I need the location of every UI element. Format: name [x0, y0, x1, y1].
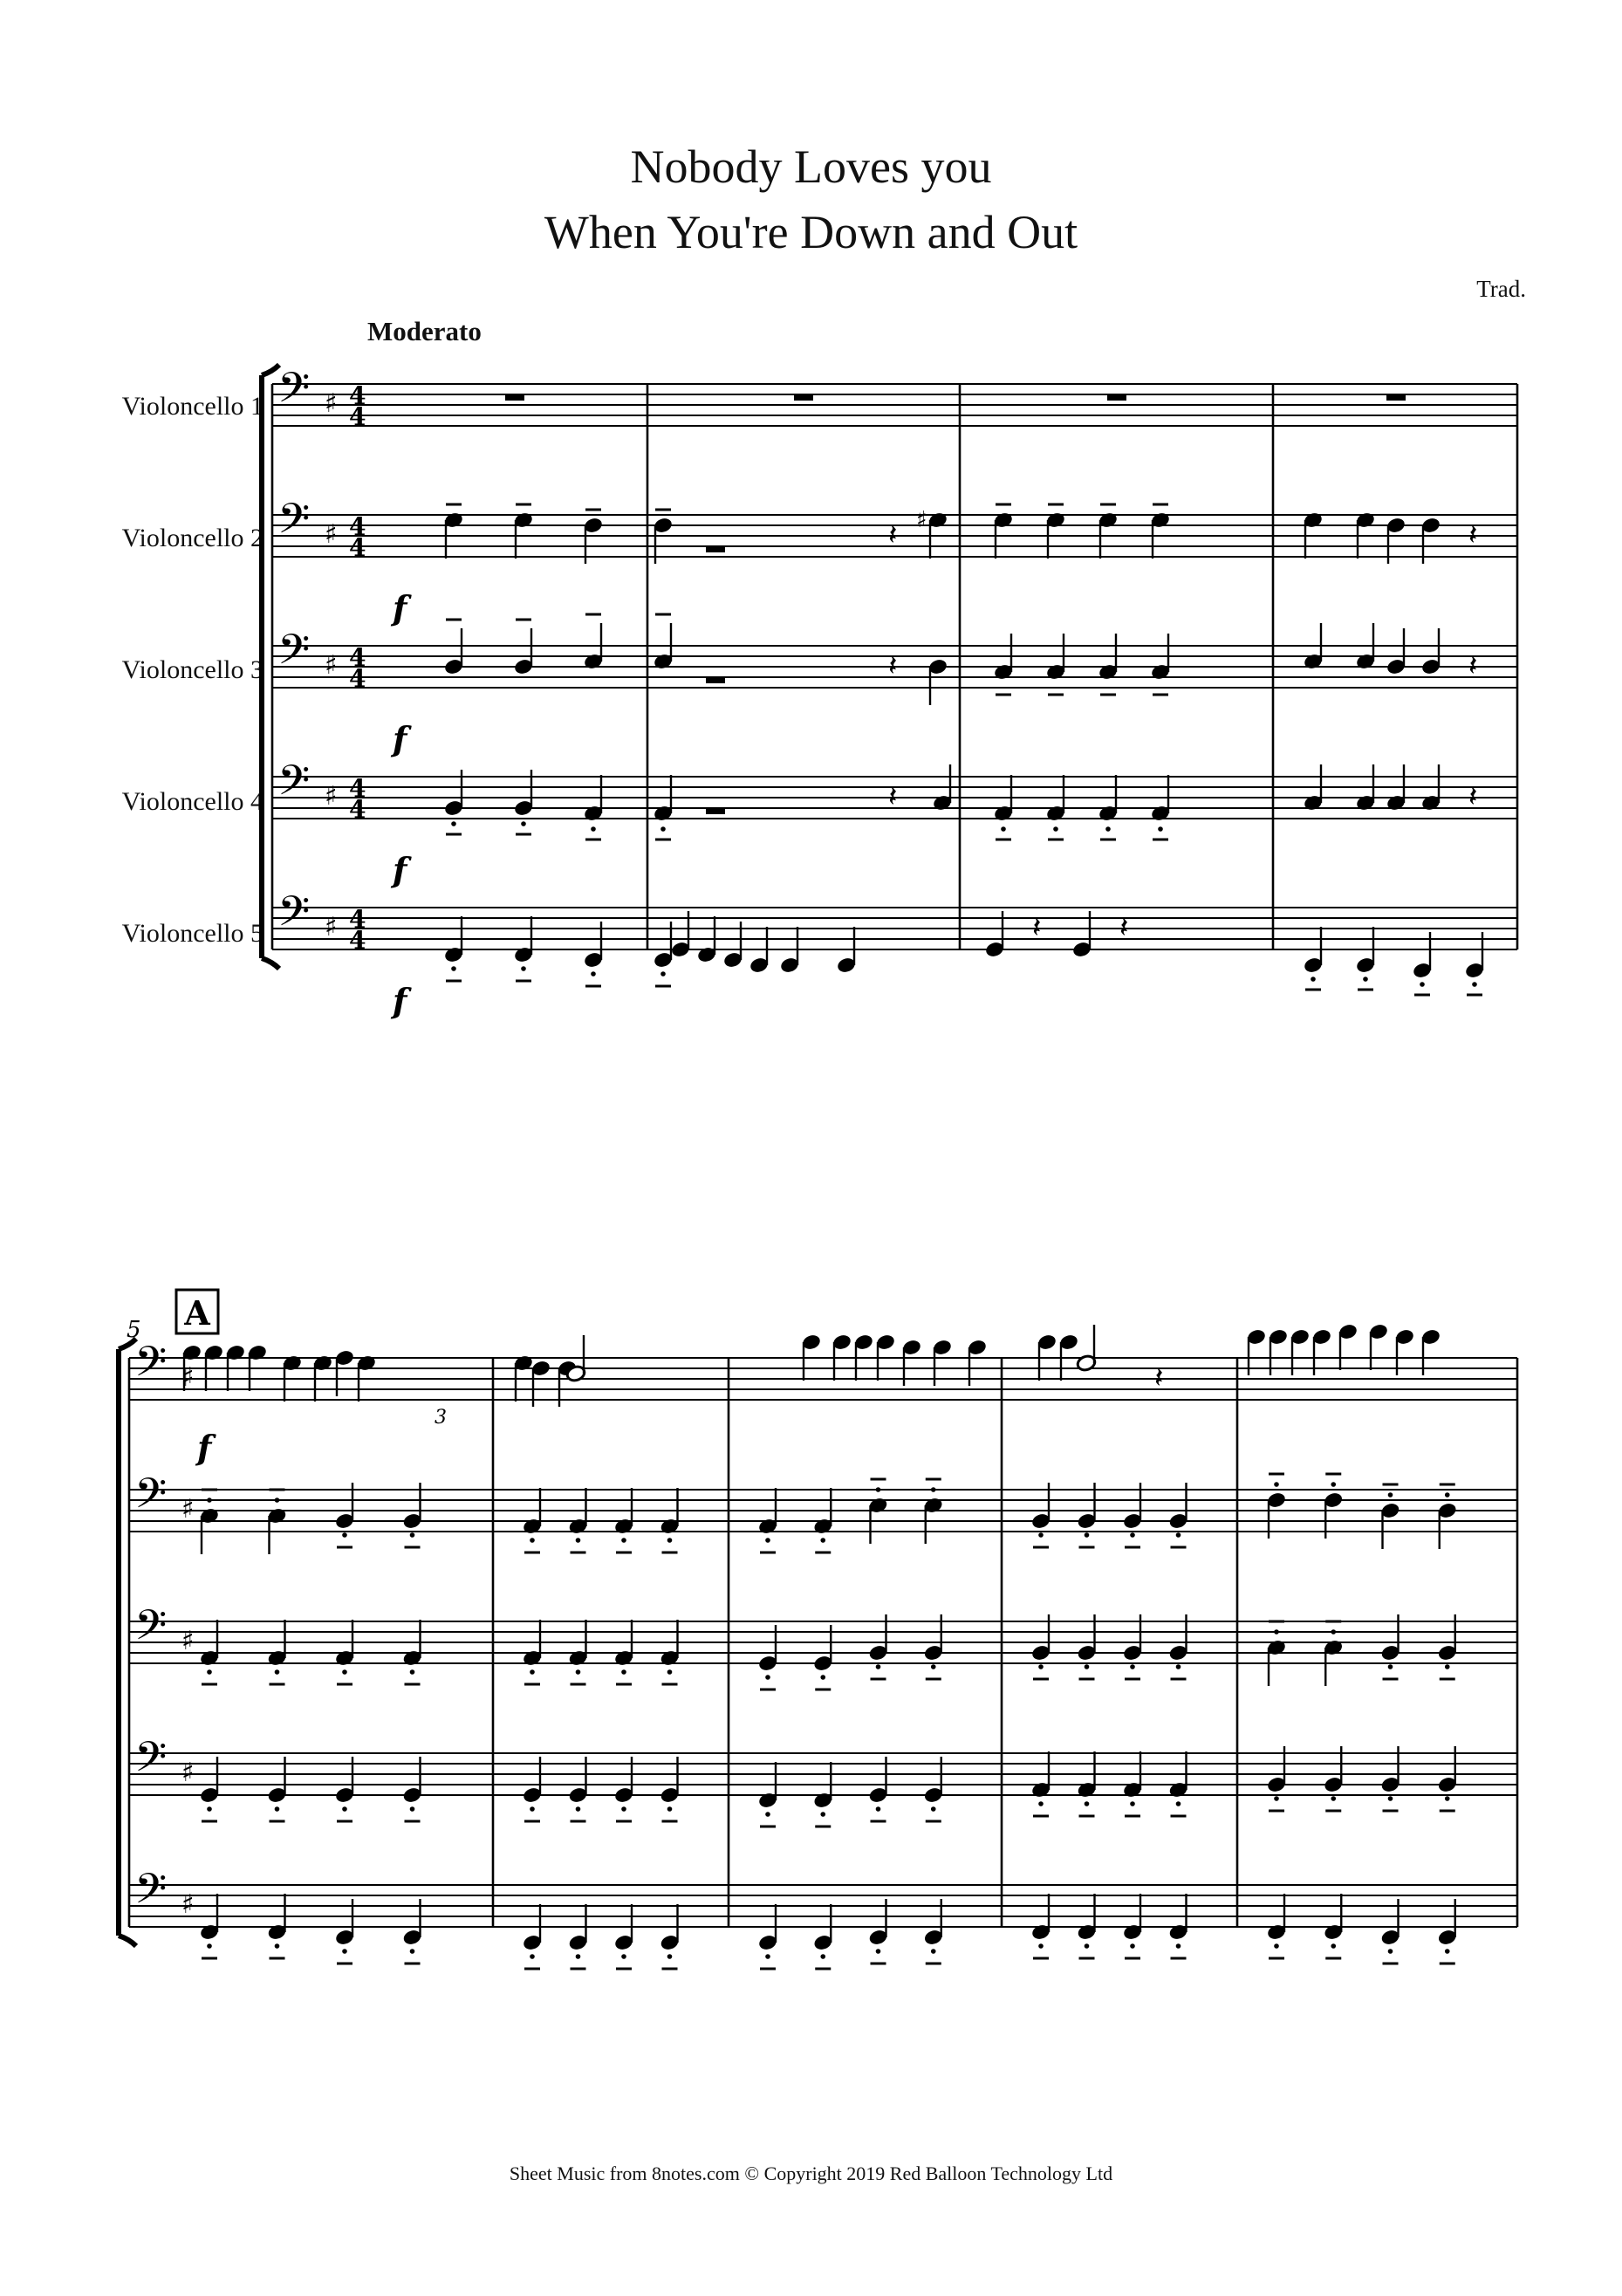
staccato-dot	[275, 1806, 280, 1812]
staccato-dot	[667, 1669, 673, 1675]
staccato-dot	[667, 1538, 673, 1543]
quarter-rest-icon: 𝄽	[1154, 1360, 1164, 1395]
bass-clef-icon: 𝄢	[277, 494, 311, 553]
staccato-dot	[931, 1806, 936, 1812]
bass-clef-icon: 𝄢	[277, 625, 311, 684]
staccato-dot	[820, 1675, 825, 1680]
staccato-dot	[621, 1954, 626, 1959]
staccato-dot	[207, 1943, 212, 1949]
staccato-dot	[1176, 1801, 1181, 1806]
composer: Trad.	[1476, 276, 1526, 302]
staccato-dot	[1038, 1532, 1044, 1538]
whole-rest	[706, 546, 725, 552]
key-signature-sharp-icon: ♯	[181, 1362, 195, 1393]
staccato-dot	[521, 821, 526, 826]
dynamic-forte: f	[197, 1428, 212, 1467]
time-signature-denominator: 4	[349, 926, 366, 955]
staccato-dot	[876, 1487, 881, 1492]
instrument-label-cello-3: Violoncello 3	[121, 655, 263, 684]
staccato-dot	[342, 1806, 347, 1812]
tempo-marking: Moderato	[367, 316, 482, 346]
tuplet-number: 3	[435, 1407, 447, 1429]
staccato-dot	[820, 1812, 825, 1817]
staccato-dot	[1085, 1532, 1090, 1538]
instrument-label-cello-2: Violoncello 2	[121, 524, 263, 552]
staccato-dot	[451, 821, 456, 826]
staccato-dot	[207, 1669, 212, 1675]
staccato-dot	[1388, 1949, 1393, 1954]
staccato-dot	[342, 1949, 347, 1954]
staccato-dot	[1445, 1664, 1450, 1669]
dynamic-forte: f	[393, 588, 407, 627]
staccato-dot	[410, 1532, 415, 1538]
quarter-rest-icon: 𝄽	[888, 648, 898, 683]
dynamic-forte: f	[393, 850, 407, 889]
whole-rest	[505, 394, 524, 401]
staccato-dot	[576, 1669, 581, 1675]
quarter-rest-icon: 𝄽	[1468, 517, 1478, 552]
staccato-dot	[1445, 1492, 1450, 1498]
staccato-dot	[1176, 1532, 1181, 1538]
quarter-rest-icon: 𝄽	[888, 517, 898, 552]
key-signature-sharp-icon: ♯	[325, 519, 338, 550]
quarter-rest-icon: 𝄽	[1032, 910, 1042, 945]
system-2	[119, 1323, 1517, 1969]
staccato-dot	[1038, 1801, 1044, 1806]
staccato-dot	[1038, 1664, 1044, 1669]
staccato-dot	[1001, 826, 1006, 832]
bass-clef-icon: 𝄢	[277, 887, 311, 946]
staccato-dot	[576, 1806, 581, 1812]
instrument-label-cello-5: Violoncello 5	[121, 919, 263, 948]
bass-clef-icon: 𝄢	[134, 1337, 168, 1396]
staccato-dot	[1472, 982, 1477, 987]
staccato-dot	[765, 1538, 770, 1543]
staccato-dot	[1085, 1664, 1090, 1669]
instrument-label-cello-4: Violoncello 4	[121, 787, 263, 816]
staccato-dot	[1176, 1943, 1181, 1949]
time-signature-numerator: 4	[349, 512, 366, 541]
staccato-dot	[1445, 1949, 1450, 1954]
key-signature-sharp-icon: ♯	[181, 1494, 195, 1525]
staccato-dot	[451, 966, 456, 971]
whole-rest	[794, 394, 813, 401]
time-signature-denominator: 4	[349, 795, 366, 824]
staccato-dot	[410, 1669, 415, 1675]
staccato-dot	[1388, 1664, 1393, 1669]
staccato-dot	[576, 1538, 581, 1543]
staccato-dot	[765, 1675, 770, 1680]
staccato-dot	[1331, 1629, 1336, 1635]
staccato-dot	[1274, 1482, 1279, 1487]
key-signature-sharp-icon: ♯	[325, 912, 338, 942]
bass-clef-icon: 𝄢	[134, 1732, 168, 1792]
staccato-dot	[1363, 977, 1368, 982]
staccato-dot	[765, 1954, 770, 1959]
staccato-dot	[530, 1954, 535, 1959]
staccato-dot	[876, 1806, 881, 1812]
staccato-dot	[207, 1498, 212, 1503]
staccato-dot	[1331, 1482, 1336, 1487]
whole-rest	[706, 677, 725, 683]
staccato-dot	[621, 1669, 626, 1675]
whole-rest	[1107, 394, 1126, 401]
staccato-dot	[576, 1954, 581, 1959]
time-signature-denominator: 4	[349, 533, 366, 562]
quarter-rest-icon: 𝄽	[1468, 779, 1478, 814]
staccato-dot	[410, 1806, 415, 1812]
bass-clef-icon: 𝄢	[277, 756, 311, 815]
time-signature-numerator: 4	[349, 774, 366, 803]
staccato-dot	[1274, 1796, 1279, 1801]
staccato-dot	[410, 1949, 415, 1954]
dynamic-forte: f	[393, 981, 407, 1020]
key-signature-sharp-icon: ♯	[181, 1758, 195, 1788]
staccato-dot	[660, 971, 666, 977]
key-signature-sharp-icon: ♯	[181, 1626, 195, 1656]
staccato-dot	[1085, 1943, 1090, 1949]
time-signature-numerator: 4	[349, 381, 366, 410]
staccato-dot	[591, 971, 596, 977]
quarter-rest-icon: 𝄽	[888, 779, 898, 814]
staccato-dot	[621, 1538, 626, 1543]
staccato-dot	[931, 1487, 936, 1492]
staccato-dot	[1053, 826, 1058, 832]
whole-rest	[706, 808, 725, 814]
staccato-dot	[1445, 1796, 1450, 1801]
staccato-dot	[530, 1806, 535, 1812]
staccato-dot	[820, 1954, 825, 1959]
bass-clef-icon: 𝄢	[134, 1864, 168, 1923]
key-signature-sharp-icon: ♯	[325, 650, 338, 681]
title-line-1: Nobody Loves you	[630, 141, 992, 193]
staccato-dot	[1311, 977, 1316, 982]
staccato-dot	[530, 1669, 535, 1675]
staccato-dot	[275, 1498, 280, 1503]
instrument-label-cello-1: Violoncello 1	[121, 392, 263, 421]
measure-number: 5	[127, 1317, 141, 1343]
time-signature-denominator: 4	[349, 664, 366, 693]
key-signature-sharp-icon: ♯	[325, 781, 338, 812]
staccato-dot	[591, 826, 596, 832]
staccato-dot	[275, 1943, 280, 1949]
staccato-dot	[521, 966, 526, 971]
staccato-dot	[342, 1532, 347, 1538]
staccato-dot	[1158, 826, 1163, 832]
staccato-dot	[1130, 1943, 1135, 1949]
staccato-dot	[1331, 1796, 1336, 1801]
footer-copyright: Sheet Music from 8notes.com © Copyright 2019 Red Balloon Technology Ltd	[509, 2162, 1113, 2184]
staccato-dot	[1130, 1664, 1135, 1669]
staccato-dot	[1130, 1801, 1135, 1806]
staccato-dot	[1420, 982, 1425, 987]
staccato-dot	[876, 1949, 881, 1954]
quarter-rest-icon: 𝄽	[1468, 648, 1478, 683]
staccato-dot	[207, 1806, 212, 1812]
staccato-dot	[667, 1954, 673, 1959]
staccato-dot	[530, 1538, 535, 1543]
staccato-dot	[931, 1664, 936, 1669]
time-signature-numerator: 4	[349, 905, 366, 934]
staccato-dot	[1130, 1532, 1135, 1538]
staccato-dot	[1274, 1943, 1279, 1949]
key-signature-sharp-icon: ♯	[325, 388, 338, 419]
staccato-dot	[931, 1949, 936, 1954]
staccato-dot	[1105, 826, 1111, 832]
staccato-dot	[820, 1538, 825, 1543]
staccato-dot	[342, 1669, 347, 1675]
staccato-dot	[1388, 1492, 1393, 1498]
quarter-rest-icon: 𝄽	[1119, 910, 1129, 945]
staccato-dot	[1176, 1664, 1181, 1669]
bass-clef-icon: 𝄢	[134, 1469, 168, 1528]
staccato-dot	[667, 1806, 673, 1812]
staccato-dot	[1274, 1629, 1279, 1635]
staccato-dot	[275, 1669, 280, 1675]
sharp-accidental-icon: ♯	[916, 507, 927, 533]
staccato-dot	[1038, 1943, 1044, 1949]
rehearsal-mark: A	[184, 1293, 210, 1333]
time-signature-numerator: 4	[349, 643, 366, 672]
staccato-dot	[621, 1806, 626, 1812]
whole-rest	[1386, 394, 1406, 401]
dynamic-forte: f	[393, 719, 407, 758]
title-line-2: When You're Down and Out	[544, 206, 1078, 258]
time-signature-denominator: 4	[349, 402, 366, 431]
staccato-dot	[1085, 1801, 1090, 1806]
staccato-dot	[1331, 1943, 1336, 1949]
staccato-dot	[876, 1664, 881, 1669]
bass-clef-icon: 𝄢	[134, 1600, 168, 1660]
system-1	[262, 363, 1517, 1020]
bass-clef-icon: 𝄢	[277, 363, 311, 422]
staccato-dot	[1388, 1796, 1393, 1801]
key-signature-sharp-icon: ♯	[181, 1889, 195, 1920]
staccato-dot	[765, 1812, 770, 1817]
staccato-dot	[660, 826, 666, 832]
